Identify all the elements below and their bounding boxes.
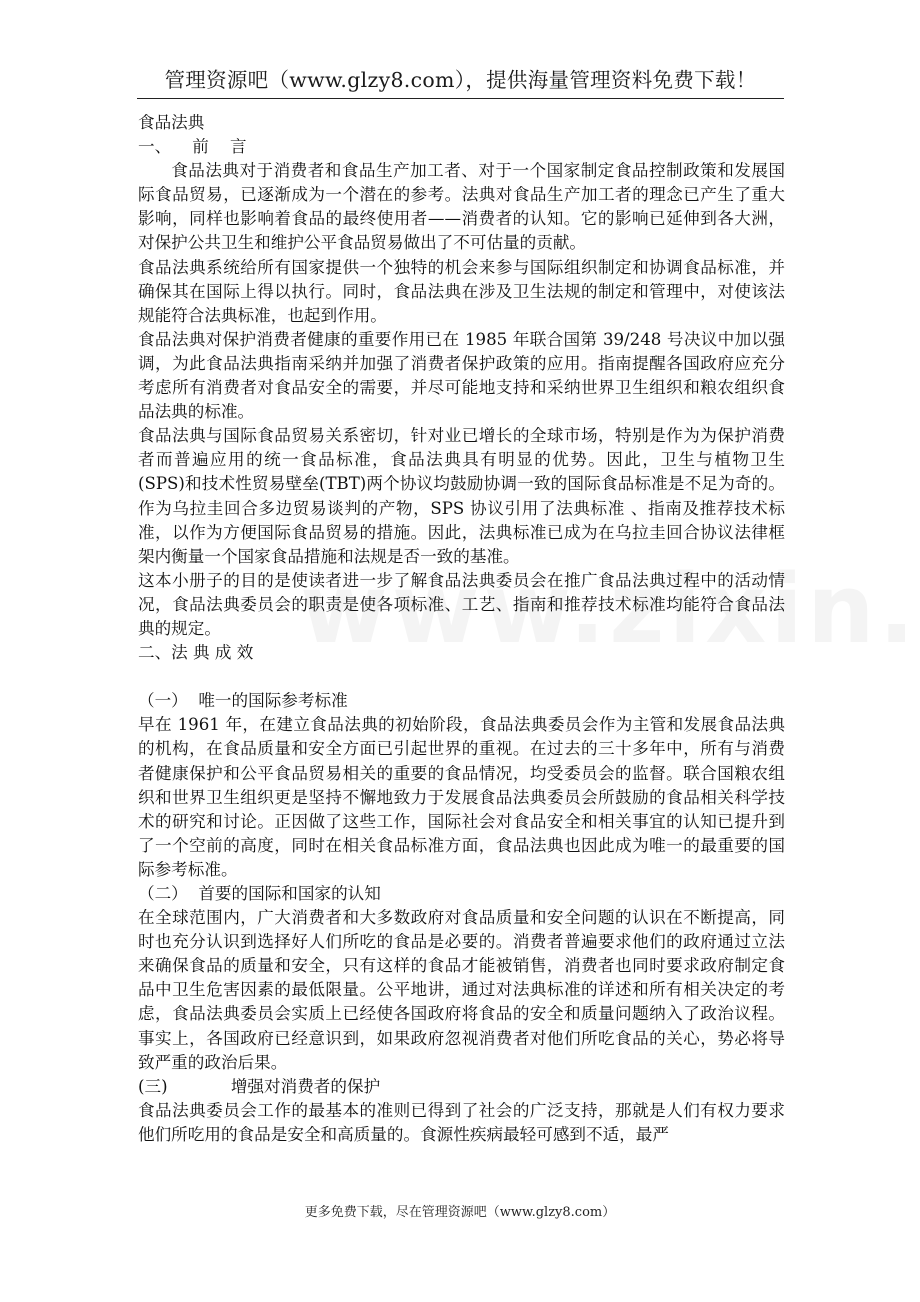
document-body <box>138 111 785 1147</box>
page-header: 管理资源吧（www.glzy8.com），提供海量管理资料免费下载！ <box>137 64 784 99</box>
paragraph: 这本小册子的目的是使读者进一步了解食品法典委员会在推广食品法典过程中的活动情况，食品法典委员会的职责是使各项标准、工艺、指南和推荐技术标准均能符合食品法典的规定。 <box>138 570 785 638</box>
document-title: 食品法典 <box>138 113 205 132</box>
paragraph: 食品法典委员会工作的最基本的准则已得到了社会的广泛支持，那就是人们有权力要求他们所吃用的食品是安全和高质量的。食源性疾病最轻可感到不适，最严 <box>138 1100 785 1144</box>
paragraph: 食品法典与国际食品贸易关系密切，针对业已增长的全球市场，特别是作为为保护消费者而普遍应用的统一食品标准，食品法典具有明显的优势。因此，卫生与植物卫生 (SPS)和技术性贸易壁垒(TBT)两个协议均鼓励协调一致的国际食品标准是不足为奇的。作为乌拉圭回合多边贸易谈判的产物，SPS 协议引用了法典标准 、指南及推荐技术标准，以作为方便国际食品贸易的措施。因此，法典标准已成为在乌拉圭回合协议法律框架内衡量一个国家食品措施和法规是否一致的基准。 <box>138 426 785 566</box>
subsection-heading-1: （一） 唯一的国际参考标准 <box>138 691 348 711</box>
paragraph: 在全球范围内，广大消费者和大多数政府对食品质量和安全问题的认识在不断提高，同时也充分认识到选择好人们所吃的食品是必要的。消费者普遍要求他们的政府通过立法来确保食品的质量和安全，只有这样的食品才能被销售，消费者也同时要求政府制定食品中卫生危害因素的最低限量。公平地讲，通过对法典标准的详述和所有相关决定的考虑，食品法典委员会实质上已经使各国政府将食品的安全和质量问题纳入了政治议程。事实上，各国政府已经意识到，如果政府忽视消费者对他们所吃食品的关心，势必将导致严重的政治后果。 <box>138 908 785 1072</box>
paragraph: 食品法典系统给所有国家提供一个独特的机会来参与国际组织制定和协调食品标准，并确保其在国际上得以执行。同时，食品法典在涉及卫生法规的制定和管理中，对使该法规能符合法典标准，也起到作用。 <box>138 257 785 325</box>
paragraph: 食品法典对保护消费者健康的重要作用已在 1985 年联合国第 39/248 号决议中加以强调，为此食品法典指南采纳并加强了消费者保护政策的应用。指南提醒各国政府应充分考虑所有消费者对食品安全的需要，并尽可能地支持和采纳世界卫生组织和粮农组织食品法典的标准。 <box>138 329 785 422</box>
page-footer: 更多免费下载，尽在管理资源吧（www.glzy8.com） <box>304 1205 616 1220</box>
subsection-heading-3: (三) 增强对消费者的保护 <box>138 1076 381 1096</box>
subsection-heading-2: （二） 首要的国际和国家的认知 <box>138 884 381 903</box>
section-heading-effects: 二、法 典 成 效 <box>138 643 254 663</box>
blank-line <box>138 665 785 689</box>
paragraph: 早在 1961 年，在建立食品法典的初始阶段，食品法典委员会作为主管和发展食品法典的机构，在食品质量和安全方面已引起世界的重视。在过去的三十多年中，所有与消费者健康保护和公平食品贸易相关的重要的食品情况，均受委员会的监督。联合国粮农组织和世界卫生组织更是坚持不懈地致力于发展食品法典委员会所鼓励的食品相关科学技术的研究和讨论。正因做了这些工作，国际社会对食品安全和相关事宜的认知已提升到了一个空前的高度，同时在相关食品标准方面，食品法典也因此成为唯一的最重要的国际参考标准。 <box>138 715 785 879</box>
section-heading-preface: 一、 前 言 <box>138 137 247 157</box>
paragraph: 食品法典对于消费者和食品生产加工者、对于一个国家制定食品控制政策和发展国际食品贸易，已逐渐成为一个潜在的参考。法典对食品生产加工者的理念已产生了重大影响，同样也影响着食品的最终使用者——消费者的认知。它的影响已延伸到各大洲，对保护公共卫生和维护公平食品贸易做出了不可估量的贡献。 <box>138 161 785 253</box>
